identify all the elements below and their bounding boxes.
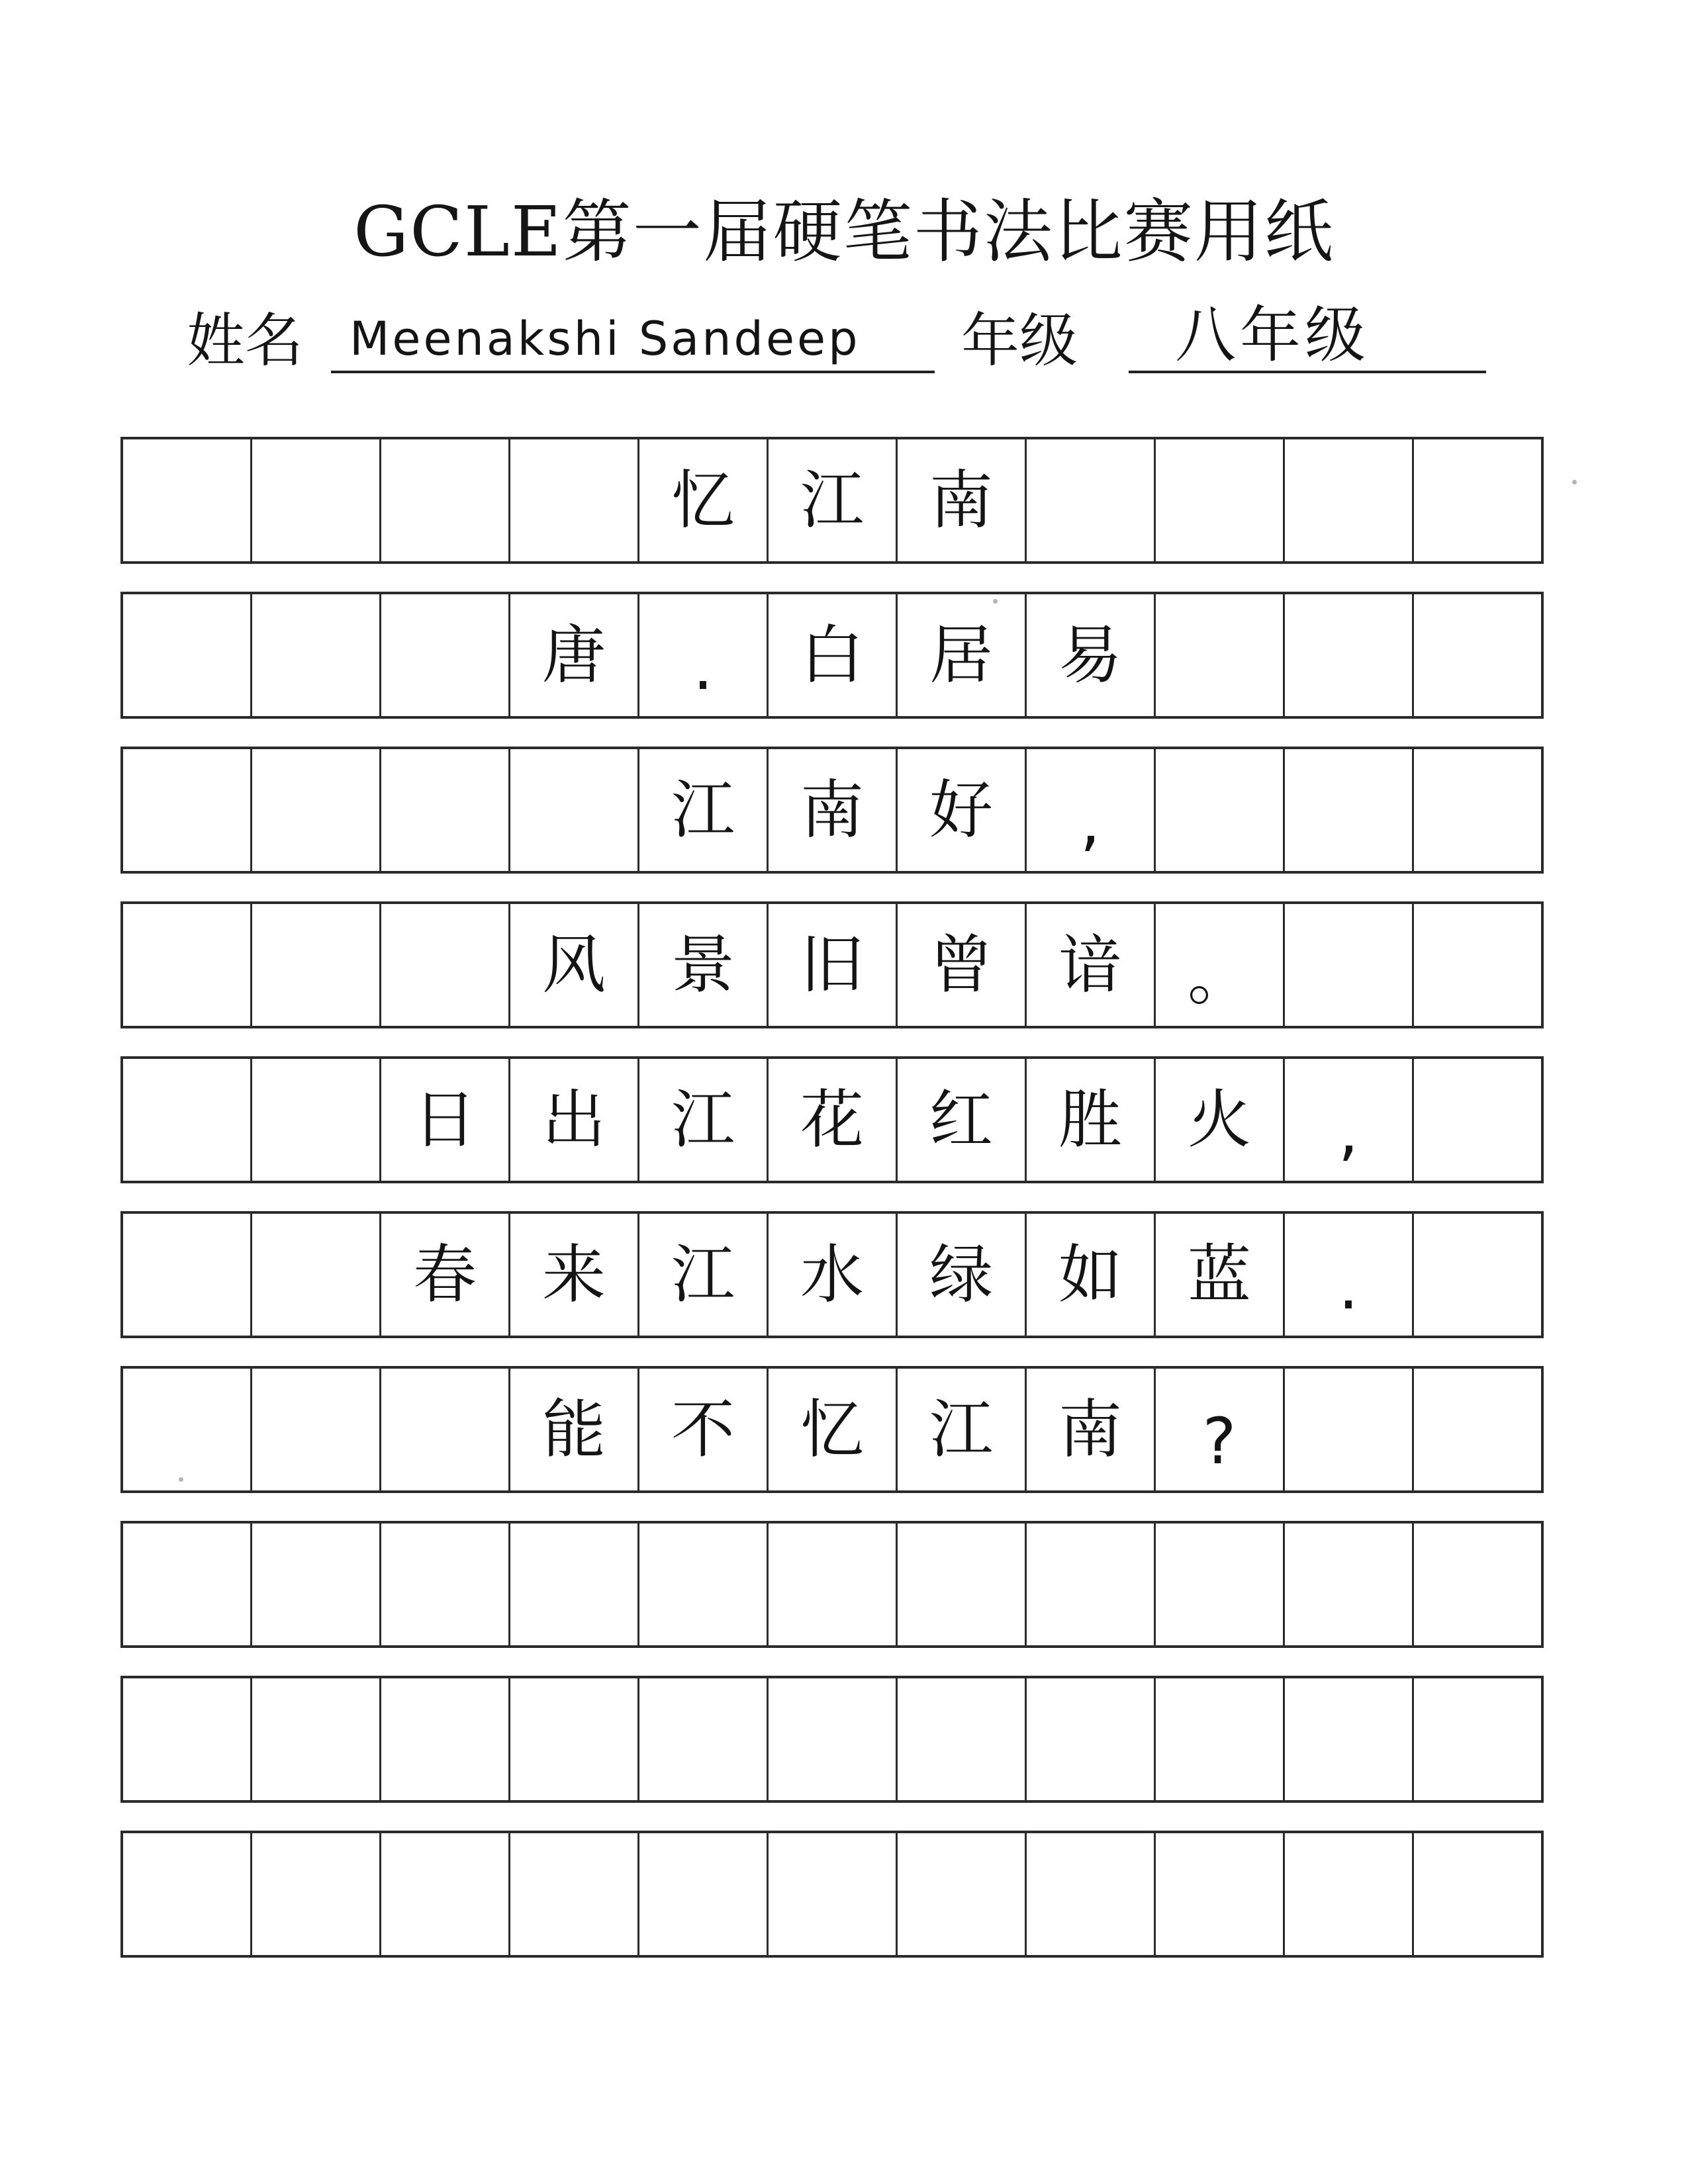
grid-cell	[379, 1369, 508, 1490]
grid-cell	[123, 1833, 250, 1955]
grid-cell	[123, 439, 250, 561]
grid-cell	[1154, 594, 1283, 716]
grid-cell	[1283, 749, 1412, 871]
grid-cell	[123, 1524, 250, 1645]
grid-cell	[1283, 904, 1412, 1026]
grid-cell	[1025, 439, 1154, 561]
grid-row	[120, 1056, 1544, 1183]
grid-cell	[508, 1524, 637, 1645]
name-label: 姓名	[187, 306, 304, 375]
grid-cell	[1154, 1524, 1283, 1645]
grid-cell	[1283, 439, 1412, 561]
grid-cell	[1412, 1678, 1541, 1800]
grid-cell	[379, 594, 508, 716]
grid-cell	[1154, 439, 1283, 561]
grid-cell	[123, 594, 250, 716]
grid-cell	[123, 1369, 250, 1490]
grid-cell: 居	[896, 594, 1025, 716]
grid-row	[120, 747, 1544, 874]
grid-cell: 日	[379, 1059, 508, 1181]
grid-cell	[1283, 1678, 1412, 1800]
grid-cell	[250, 1524, 379, 1645]
grid-cell: 绿	[896, 1214, 1025, 1336]
grid-cell	[250, 439, 379, 561]
sheet-title: GCLE第一届硬笔书法比赛用纸	[353, 191, 1335, 272]
grid-row	[120, 1521, 1544, 1648]
grid-row	[120, 1211, 1544, 1338]
grade-value: 八年级	[1175, 300, 1370, 371]
grid-cell: 来	[508, 1214, 637, 1336]
grid-cell	[508, 1833, 637, 1955]
grid-cell: 如	[1025, 1214, 1154, 1336]
grid-cell: 曾	[896, 904, 1025, 1026]
scan-speck	[179, 1477, 183, 1482]
grid-cell: ?	[1154, 1369, 1283, 1490]
grid-cell: 胜	[1025, 1059, 1154, 1181]
grid-cell: 忆	[637, 439, 767, 561]
grid-cell: .	[1283, 1214, 1412, 1336]
grid-cell	[123, 1678, 250, 1800]
grid-cell	[1283, 1369, 1412, 1490]
grid-cell	[1025, 1833, 1154, 1955]
grid-cell	[637, 1678, 767, 1800]
grid-cell	[250, 1369, 379, 1490]
grid-cell	[896, 1833, 1025, 1955]
scan-speck	[993, 599, 998, 604]
grid-cell	[637, 1833, 767, 1955]
grid-cell: 忆	[767, 1369, 896, 1490]
grid-cell: 江	[896, 1369, 1025, 1490]
grid-cell	[767, 1524, 896, 1645]
grid-cell	[250, 1678, 379, 1800]
grid-cell	[508, 1678, 637, 1800]
grid-cell	[123, 1214, 250, 1336]
grid-cell: 江	[767, 439, 896, 561]
grid-cell	[1283, 1524, 1412, 1645]
grid-cell	[1154, 1678, 1283, 1800]
grid-cell	[1154, 1833, 1283, 1955]
grid-cell	[123, 1059, 250, 1181]
grid-cell: 易	[1025, 594, 1154, 716]
grid-cell	[1412, 1214, 1541, 1336]
grid-cell: 白	[767, 594, 896, 716]
grid-cell: 。	[1154, 904, 1283, 1026]
grid-cell: 景	[637, 904, 767, 1026]
grid-cell: 水	[767, 1214, 896, 1336]
grid-row	[120, 901, 1544, 1028]
grid-cell	[1154, 749, 1283, 871]
grid-cell	[767, 1678, 896, 1800]
grid-cell	[1025, 1524, 1154, 1645]
grid-row	[120, 1366, 1544, 1493]
grid-cell	[1283, 594, 1412, 716]
grid-cell: 旧	[767, 904, 896, 1026]
grid-cell	[250, 1833, 379, 1955]
grid-cell: 唐	[508, 594, 637, 716]
grid-cell: 江	[637, 1059, 767, 1181]
grid-cell: 好	[896, 749, 1025, 871]
grid-cell: 谙	[1025, 904, 1154, 1026]
grid-cell	[250, 1059, 379, 1181]
grid-cell: 出	[508, 1059, 637, 1181]
grid-cell	[250, 594, 379, 716]
grid-cell: ,	[1025, 749, 1154, 871]
grid-cell	[508, 749, 637, 871]
grid-cell: 江	[637, 1214, 767, 1336]
grid-cell	[379, 1833, 508, 1955]
grid-cell	[250, 749, 379, 871]
grid-cell: 南	[1025, 1369, 1154, 1490]
grid-cell	[767, 1833, 896, 1955]
grid-cell	[1412, 594, 1541, 716]
grid-cell	[250, 904, 379, 1026]
grid-cell	[1025, 1678, 1154, 1800]
name-value: Meenakshi Sandeep	[350, 312, 861, 366]
grid-cell	[896, 1524, 1025, 1645]
grid-cell	[123, 749, 250, 871]
grid-cell	[508, 439, 637, 561]
grid-row	[120, 1831, 1544, 1958]
grid-row	[120, 592, 1544, 719]
grid-cell: ,	[1283, 1059, 1412, 1181]
scan-speck	[1572, 480, 1577, 484]
grid-cell	[1412, 904, 1541, 1026]
grid-cell	[637, 1524, 767, 1645]
grid-cell: 春	[379, 1214, 508, 1336]
grid-cell	[379, 1678, 508, 1800]
grid-cell	[1412, 1059, 1541, 1181]
grid-cell	[379, 439, 508, 561]
grid-cell: 风	[508, 904, 637, 1026]
grid-row	[120, 1676, 1544, 1803]
grid-cell: 红	[896, 1059, 1025, 1181]
grid-cell	[250, 1214, 379, 1336]
grid-cell	[1412, 439, 1541, 561]
grade-label: 年级	[961, 306, 1078, 375]
grid-cell	[123, 904, 250, 1026]
grid-cell: .	[637, 594, 767, 716]
grid-cell: 江	[637, 749, 767, 871]
grid-cell: 火	[1154, 1059, 1283, 1181]
grid-cell	[1412, 1369, 1541, 1490]
grid-cell	[896, 1678, 1025, 1800]
grid-cell: 不	[637, 1369, 767, 1490]
grid-cell	[1283, 1833, 1412, 1955]
grid-cell: 南	[767, 749, 896, 871]
grid-cell: 能	[508, 1369, 637, 1490]
grid-cell	[379, 1524, 508, 1645]
grid-row	[120, 437, 1544, 564]
grid-cell	[379, 749, 508, 871]
grid-cell: 蓝	[1154, 1214, 1283, 1336]
grid-cell: 花	[767, 1059, 896, 1181]
grid-cell	[1412, 1833, 1541, 1955]
grid-cell	[379, 904, 508, 1026]
grid-cell	[1412, 749, 1541, 871]
grid-cell	[1412, 1524, 1541, 1645]
grid-cell: 南	[896, 439, 1025, 561]
